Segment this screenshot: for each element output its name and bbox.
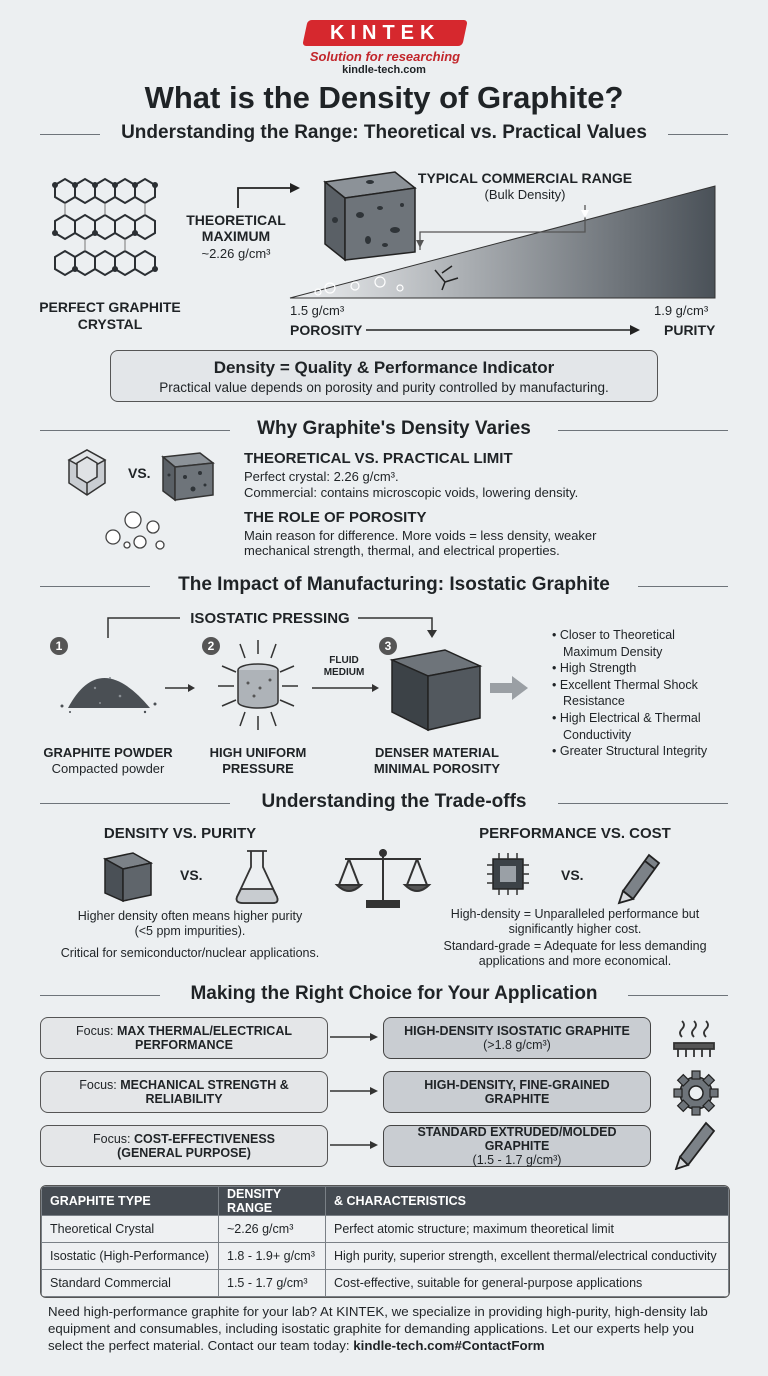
fluid-label: FLUID: [329, 655, 359, 666]
purity-label: PURITY: [664, 322, 716, 338]
tradeoff-right-text-4: applications and more economical.: [478, 954, 672, 968]
flask-icon: [237, 851, 278, 903]
step-2-sub: PRESSURE: [222, 761, 294, 776]
step-3-sub: MINIMAL POROSITY: [373, 761, 501, 776]
table-header: DENSITY RANGE: [219, 1187, 326, 1216]
step-3-badge: 3: [379, 637, 397, 655]
step-2-badge: 2: [202, 637, 220, 655]
tradeoff-left-text-2: (<5 ppm impurities).: [134, 924, 246, 938]
step-1-title: GRAPHITE POWDER: [43, 745, 173, 760]
isostatic-process-diagram: [40, 608, 540, 748]
step-3-title: DENSER MATERIAL: [375, 745, 499, 760]
choice-icons: [668, 1015, 728, 1170]
why-vs-label: VS.: [128, 465, 151, 481]
why-text-2a: Main reason for difference. More voids = less density, weaker: [244, 528, 597, 543]
benefit-item: Maximum Density: [563, 644, 663, 659]
performance-vs-cost-title: PERFORMANCE VS. COST: [479, 825, 671, 842]
table-row: Isostatic (High-Performance) 1.8 - 1.9+ g/cm³ High purity, superior strength, excellent thermal/electrical conductivity: [42, 1243, 729, 1270]
dense-cube-icon: [392, 650, 480, 730]
cube-icon: [105, 853, 151, 901]
medium-label: MEDIUM: [323, 667, 365, 678]
isostatic-pressing-label: ISOSTATIC PRESSING: [190, 610, 350, 627]
why-text-1b: Commercial: contains microscopic voids, lowering density.: [244, 485, 579, 500]
step-1-sub: Compacted powder: [51, 761, 165, 776]
result-box-1: HIGH-DENSITY ISOSTATIC GRAPHITE (>1.8 g/cm³): [383, 1017, 651, 1059]
result-box-3: STANDARD EXTRUDED/MOLDED GRAPHITE (1.5 - 1.7 g/cm³): [383, 1125, 651, 1167]
table-row: Theoretical Crystal ~2.26 g/cm³ Perfect atomic structure; maximum theoretical limit: [42, 1216, 729, 1243]
gear-icon: [674, 1071, 718, 1115]
result-box-2: HIGH-DENSITY, FINE-GRAINED GRAPHITE: [383, 1071, 651, 1113]
focus-box-2: Focus: MECHANICAL STRENGTH & RELIABILITY: [40, 1071, 328, 1113]
graphite-powder-icon: [61, 677, 157, 713]
theoretical-max-label: THEORETICAL MAXIMUM: [186, 212, 286, 244]
benefit-item: Excellent Thermal Shock: [559, 677, 698, 692]
section-why-title: Why Graphite's Density Varies: [230, 418, 558, 440]
table-header: GRAPHITE TYPE: [42, 1187, 219, 1216]
range-high-value: 1.9 g/cm³: [654, 303, 709, 318]
pencil-icon: [676, 1123, 714, 1169]
page-title: What is the Density of Graphite?: [144, 80, 624, 115]
graphite-crystal-lattice-icon: [40, 175, 175, 300]
benefit-item: High Electrical & Thermal: [559, 710, 701, 725]
why-heading-2: THE ROLE OF POROSITY: [244, 509, 427, 526]
pencil-icon: [619, 855, 659, 903]
benefits-list: • Closer to Theoretical Maximum Density • High Strength • Excellent Thermal Shock Resistance • High Electrical & Thermal Conductivity • Greater Structural Integrity: [552, 627, 752, 760]
tradeoff-right-text-1: High-density = Unparalleled performance but: [450, 907, 700, 921]
step-2-title: HIGH UNIFORM: [209, 745, 307, 760]
tradeoff-left-text-1: Higher density often means higher purity: [77, 909, 303, 923]
step-1-badge: 1: [50, 637, 68, 655]
benefit-item: Conductivity: [563, 727, 632, 742]
section-manufacturing-title: The Impact of Manufacturing: Isostatic Graphite: [150, 574, 638, 596]
heat-sink-icon: [674, 1021, 714, 1057]
contact-link[interactable]: kindle-tech.com#ContactForm: [353, 1338, 545, 1353]
chip-icon: [487, 853, 529, 895]
table-header: & CHARACTERISTICS: [326, 1187, 729, 1216]
benefit-item: Resistance: [563, 694, 625, 709]
tradeoff-right-text-3: Standard-grade = Adequate for less demanding: [443, 939, 707, 953]
footer-text: Need high-performance graphite for your lab? At KINTEK, we specialize in providing high-purity, high-density lab equipment and consumables, including isostatic graphite for demanding applications. Let our experts help you select the perfect material. Contact our team today: kindle-tech.com#ContactForm: [48, 1304, 708, 1353]
benefit-item: Closer to Theoretical: [559, 628, 675, 642]
perfect-crystal-label: PERFECT GRAPHITE CRYSTAL: [39, 299, 181, 332]
tradeoff-right-text-2: significantly higher cost.: [508, 922, 642, 936]
crystal-vs-porous-icons: [65, 445, 225, 555]
commercial-range-label: TYPICAL COMMERCIAL RANGE: [417, 170, 633, 186]
brand-tagline: Solution for researching: [309, 49, 461, 64]
quality-indicator-box: [110, 350, 658, 402]
density-vs-purity-title: DENSITY VS. PURITY: [103, 825, 257, 842]
kintek-logo: KINTEK: [302, 20, 468, 46]
range-low-value: 1.5 g/cm³: [290, 303, 345, 318]
bubbles-icon: [106, 512, 164, 549]
section-range-title: Understanding the Range: Theoretical vs. Practical Values: [100, 122, 668, 144]
focus-box-1: Focus: MAX THERMAL/ELECTRICAL PERFORMANCE: [40, 1017, 328, 1059]
choice-arrows: [326, 1017, 386, 1167]
commercial-range-sub: (Bulk Density): [484, 187, 566, 202]
crystal-icon: [69, 450, 105, 495]
indicator-title: Density = Quality & Performance Indicator: [213, 358, 555, 377]
density-table: [40, 1185, 730, 1298]
tradeoff-vs-left: VS.: [180, 867, 203, 883]
why-heading-1: THEORETICAL VS. PRACTICAL LIMIT: [244, 450, 513, 467]
tradeoff-left-text-3: Critical for semiconductor/nuclear applications.: [60, 946, 320, 960]
theoretical-max-value: ~2.26 g/cm³: [201, 246, 271, 261]
porous-cube-icon: [163, 453, 213, 500]
pressure-cylinder-icon: [218, 640, 298, 730]
focus-box-3: Focus: COST-EFFECTIVENESS (GENERAL PURPOSE): [40, 1125, 328, 1167]
section-choice-title: Making the Right Choice for Your Application: [160, 983, 628, 1005]
why-text-2b: mechanical strength, thermal, and electrical properties.: [244, 543, 560, 558]
table-row: Standard Commercial 1.5 - 1.7 g/cm³ Cost-effective, suitable for general-purpose applications: [42, 1270, 729, 1297]
tradeoff-vs-right: VS.: [561, 867, 584, 883]
balance-scale-icon: [337, 849, 429, 907]
indicator-text: Practical value depends on porosity and purity controlled by manufacturing.: [159, 380, 609, 395]
why-text-1a: Perfect crystal: 2.26 g/cm³.: [244, 469, 399, 484]
brand-site: kindle-tech.com: [342, 64, 426, 76]
benefit-item: High Strength: [559, 661, 637, 676]
benefit-item: Greater Structural Integrity: [559, 744, 708, 759]
porosity-label: POROSITY: [290, 322, 363, 338]
section-tradeoffs-title: Understanding the Trade-offs: [230, 791, 558, 813]
